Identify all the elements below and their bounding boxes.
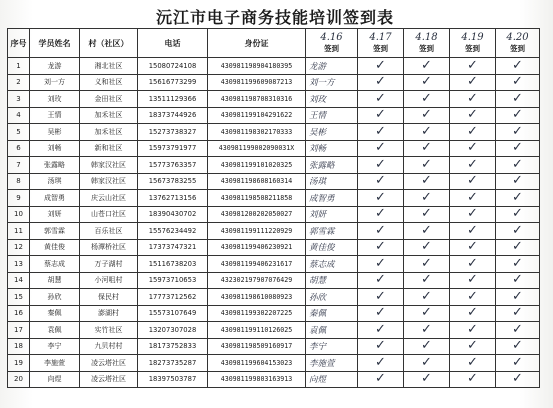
name-cell: 袁佩 bbox=[30, 322, 80, 339]
check-mark-icon: ✓ bbox=[358, 256, 404, 273]
village-cell: 保民村 bbox=[80, 289, 138, 306]
table-row bbox=[8, 272, 540, 289]
idcard-cell: 430981199609087213 bbox=[208, 74, 306, 91]
check-mark-icon: ✓ bbox=[358, 140, 404, 157]
check-mark-icon: ✓ bbox=[450, 239, 496, 256]
phone-cell: 18173752833 bbox=[138, 338, 208, 355]
check-mark-icon: ✓ bbox=[404, 190, 450, 207]
signature-cell: 向煜 bbox=[306, 371, 358, 388]
check-mark-icon: ✓ bbox=[358, 322, 404, 339]
check-mark-icon: ✓ bbox=[404, 74, 450, 91]
table-row bbox=[8, 58, 540, 75]
phone-cell: 13762713156 bbox=[138, 190, 208, 207]
name-cell: 黄佳俊 bbox=[30, 239, 80, 256]
index-cell: 17 bbox=[8, 322, 30, 339]
table-row bbox=[8, 239, 540, 256]
signature-cell: 李施萱 bbox=[306, 355, 358, 372]
signature-cell: 刘畅 bbox=[306, 140, 358, 157]
name-cell: 孙欣 bbox=[30, 289, 80, 306]
index-cell: 14 bbox=[8, 272, 30, 289]
name-cell: 刘畅 bbox=[30, 140, 80, 157]
name-cell: 胡慧 bbox=[30, 272, 80, 289]
idcard-cell: 430981199803163913 bbox=[208, 371, 306, 388]
table-row bbox=[8, 256, 540, 273]
header-sign-label-3: 签到 bbox=[419, 44, 434, 53]
check-mark-icon: ✓ bbox=[450, 355, 496, 372]
table-row bbox=[8, 74, 540, 91]
index-cell: 6 bbox=[8, 140, 30, 157]
index-cell: 9 bbox=[8, 190, 30, 207]
check-mark-icon: ✓ bbox=[496, 289, 540, 306]
check-mark-icon: ✓ bbox=[496, 322, 540, 339]
header-date-3: 4.18 bbox=[415, 32, 438, 43]
name-cell: 龙游 bbox=[30, 58, 80, 75]
phone-cell: 18373744926 bbox=[138, 107, 208, 124]
index-cell: 5 bbox=[8, 124, 30, 141]
phone-cell: 18273735287 bbox=[138, 355, 208, 372]
index-cell: 3 bbox=[8, 91, 30, 108]
check-mark-icon: ✓ bbox=[404, 322, 450, 339]
check-mark-icon: ✓ bbox=[496, 272, 540, 289]
village-cell: 凌云塔社区 bbox=[80, 371, 138, 388]
check-mark-icon: ✓ bbox=[358, 223, 404, 240]
phone-cell: 15080724108 bbox=[138, 58, 208, 75]
check-mark-icon: ✓ bbox=[450, 256, 496, 273]
village-cell: 九贝村村 bbox=[80, 338, 138, 355]
table-row bbox=[8, 338, 540, 355]
village-cell: 金田社区 bbox=[80, 91, 138, 108]
phone-cell: 15116738203 bbox=[138, 256, 208, 273]
header-sign-day-4 bbox=[450, 29, 496, 58]
check-mark-icon: ✓ bbox=[450, 173, 496, 190]
check-mark-icon: ✓ bbox=[450, 124, 496, 141]
name-cell: 刘一方 bbox=[30, 74, 80, 91]
header-sign-day-5 bbox=[496, 29, 540, 58]
check-mark-icon: ✓ bbox=[496, 173, 540, 190]
phone-cell: 13511129366 bbox=[138, 91, 208, 108]
table-row bbox=[8, 223, 540, 240]
phone-cell: 15273738327 bbox=[138, 124, 208, 141]
village-cell: 杨潭桥社区 bbox=[80, 239, 138, 256]
name-cell: 秦佩 bbox=[30, 305, 80, 322]
name-cell: 李施萱 bbox=[30, 355, 80, 372]
name-cell: 李宁 bbox=[30, 338, 80, 355]
phone-cell: 18397503787 bbox=[138, 371, 208, 388]
header-sign-label-5: 签到 bbox=[510, 44, 525, 53]
table-row bbox=[8, 124, 540, 141]
table-row bbox=[8, 371, 540, 388]
check-mark-icon: ✓ bbox=[450, 206, 496, 223]
header-date-2: 4.17 bbox=[369, 32, 392, 43]
sheet-title: 沅江市电子商务技能培训签到表 bbox=[155, 8, 394, 27]
attendance-table bbox=[7, 28, 540, 388]
idcard-cell: 430981199104291622 bbox=[208, 107, 306, 124]
check-mark-icon: ✓ bbox=[450, 58, 496, 75]
village-cell: 凌云塔社区 bbox=[80, 355, 138, 372]
header-idcard: 身份证 bbox=[208, 29, 306, 58]
check-mark-icon: ✓ bbox=[496, 91, 540, 108]
phone-cell: 15973710653 bbox=[138, 272, 208, 289]
idcard-cell: 430981198904180395 bbox=[208, 58, 306, 75]
check-mark-icon: ✓ bbox=[404, 91, 450, 108]
idcard-cell: 430981198608160314 bbox=[208, 173, 306, 190]
check-mark-icon: ✓ bbox=[496, 140, 540, 157]
check-mark-icon: ✓ bbox=[358, 91, 404, 108]
check-mark-icon: ✓ bbox=[404, 58, 450, 75]
signature-cell: 成智勇 bbox=[306, 190, 358, 207]
index-cell: 2 bbox=[8, 74, 30, 91]
check-mark-icon: ✓ bbox=[404, 173, 450, 190]
index-cell: 15 bbox=[8, 289, 30, 306]
idcard-cell: 430981198508211858 bbox=[208, 190, 306, 207]
name-cell: 吴彬 bbox=[30, 124, 80, 141]
village-cell: 加禾社区 bbox=[80, 124, 138, 141]
check-mark-icon: ✓ bbox=[358, 206, 404, 223]
signature-cell: 龙游 bbox=[306, 58, 358, 75]
check-mark-icon: ✓ bbox=[450, 190, 496, 207]
check-mark-icon: ✓ bbox=[450, 338, 496, 355]
check-mark-icon: ✓ bbox=[450, 305, 496, 322]
signature-cell: 王情 bbox=[306, 107, 358, 124]
header-sign-day-1 bbox=[306, 29, 358, 58]
check-mark-icon: ✓ bbox=[404, 157, 450, 174]
header-phone: 电话 bbox=[138, 29, 208, 58]
index-cell: 16 bbox=[8, 305, 30, 322]
name-cell: 刘玫 bbox=[30, 91, 80, 108]
signature-cell: 李宁 bbox=[306, 338, 358, 355]
check-mark-icon: ✓ bbox=[358, 190, 404, 207]
check-mark-icon: ✓ bbox=[358, 157, 404, 174]
signature-cell: 胡慧 bbox=[306, 272, 358, 289]
check-mark-icon: ✓ bbox=[496, 305, 540, 322]
phone-cell: 17773712562 bbox=[138, 289, 208, 306]
village-cell: 澎湖村 bbox=[80, 305, 138, 322]
phone-cell: 15616773299 bbox=[138, 74, 208, 91]
check-mark-icon: ✓ bbox=[404, 289, 450, 306]
check-mark-icon: ✓ bbox=[450, 322, 496, 339]
idcard-cell: 430981200202050027 bbox=[208, 206, 306, 223]
check-mark-icon: ✓ bbox=[404, 355, 450, 372]
village-cell: 山苍口社区 bbox=[80, 206, 138, 223]
check-mark-icon: ✓ bbox=[358, 289, 404, 306]
idcard-cell: 430981198509160917 bbox=[208, 338, 306, 355]
index-cell: 7 bbox=[8, 157, 30, 174]
header-sign-label-2: 签到 bbox=[373, 44, 388, 53]
name-cell: 成智勇 bbox=[30, 190, 80, 207]
check-mark-icon: ✓ bbox=[358, 305, 404, 322]
village-cell: 加禾社区 bbox=[80, 107, 138, 124]
village-cell: 韩家汉社区 bbox=[80, 157, 138, 174]
signature-cell: 郭雪霖 bbox=[306, 223, 358, 240]
check-mark-icon: ✓ bbox=[450, 91, 496, 108]
check-mark-icon: ✓ bbox=[404, 124, 450, 141]
idcard-cell: 430981199406230921 bbox=[208, 239, 306, 256]
check-mark-icon: ✓ bbox=[496, 124, 540, 141]
header-sign-day-3 bbox=[404, 29, 450, 58]
header-date-5: 4.20 bbox=[506, 32, 529, 43]
table-row bbox=[8, 355, 540, 372]
phone-cell: 13207307028 bbox=[138, 322, 208, 339]
index-cell: 12 bbox=[8, 239, 30, 256]
check-mark-icon: ✓ bbox=[358, 74, 404, 91]
table-row bbox=[8, 173, 540, 190]
index-cell: 13 bbox=[8, 256, 30, 273]
signature-cell: 蔡志成 bbox=[306, 256, 358, 273]
check-mark-icon: ✓ bbox=[496, 256, 540, 273]
attendance-rows bbox=[8, 58, 540, 388]
signature-cell: 袁佩 bbox=[306, 322, 358, 339]
village-cell: 实竹社区 bbox=[80, 322, 138, 339]
check-mark-icon: ✓ bbox=[358, 239, 404, 256]
check-mark-icon: ✓ bbox=[358, 107, 404, 124]
name-cell: 汤琪 bbox=[30, 173, 80, 190]
signature-cell: 孙欣 bbox=[306, 289, 358, 306]
check-mark-icon: ✓ bbox=[358, 338, 404, 355]
check-mark-icon: ✓ bbox=[450, 371, 496, 388]
check-mark-icon: ✓ bbox=[496, 190, 540, 207]
check-mark-icon: ✓ bbox=[496, 223, 540, 240]
idcard-cell: 430981199406231617 bbox=[208, 256, 306, 273]
phone-cell: 17373747321 bbox=[138, 239, 208, 256]
check-mark-icon: ✓ bbox=[358, 173, 404, 190]
check-mark-icon: ✓ bbox=[496, 355, 540, 372]
check-mark-icon: ✓ bbox=[404, 256, 450, 273]
phone-cell: 18390430702 bbox=[138, 206, 208, 223]
check-mark-icon: ✓ bbox=[404, 239, 450, 256]
table-row bbox=[8, 157, 540, 174]
table-row bbox=[8, 91, 540, 108]
idcard-cell: 430981199302207225 bbox=[208, 305, 306, 322]
phone-cell: 15573107649 bbox=[138, 305, 208, 322]
check-mark-icon: ✓ bbox=[496, 107, 540, 124]
table-row bbox=[8, 107, 540, 124]
idcard-cell: 430981199111220929 bbox=[208, 223, 306, 240]
phone-cell: 15973791977 bbox=[138, 140, 208, 157]
index-cell: 11 bbox=[8, 223, 30, 240]
header-sign-label-4: 签到 bbox=[465, 44, 480, 53]
check-mark-icon: ✓ bbox=[450, 157, 496, 174]
header-date-1: 4.16 bbox=[320, 32, 343, 43]
name-cell: 郭雪霖 bbox=[30, 223, 80, 240]
table-row bbox=[8, 140, 540, 157]
check-mark-icon: ✓ bbox=[358, 355, 404, 372]
idcard-cell: 430981199101020325 bbox=[208, 157, 306, 174]
check-mark-icon: ✓ bbox=[404, 272, 450, 289]
idcard-cell: 430981199110126025 bbox=[208, 322, 306, 339]
check-mark-icon: ✓ bbox=[404, 107, 450, 124]
index-cell: 20 bbox=[8, 371, 30, 388]
name-cell: 蔡志成 bbox=[30, 256, 80, 273]
index-cell: 1 bbox=[8, 58, 30, 75]
idcard-cell: 430981198610080923 bbox=[208, 289, 306, 306]
index-cell: 18 bbox=[8, 338, 30, 355]
check-mark-icon: ✓ bbox=[358, 58, 404, 75]
check-mark-icon: ✓ bbox=[450, 140, 496, 157]
name-cell: 刘妍 bbox=[30, 206, 80, 223]
phone-cell: 15773763357 bbox=[138, 157, 208, 174]
name-cell: 张露略 bbox=[30, 157, 80, 174]
name-cell: 王情 bbox=[30, 107, 80, 124]
check-mark-icon: ✓ bbox=[358, 272, 404, 289]
index-cell: 19 bbox=[8, 355, 30, 372]
check-mark-icon: ✓ bbox=[496, 239, 540, 256]
village-cell: 新和社区 bbox=[80, 140, 138, 157]
check-mark-icon: ✓ bbox=[358, 124, 404, 141]
check-mark-icon: ✓ bbox=[450, 289, 496, 306]
index-cell: 10 bbox=[8, 206, 30, 223]
table-row bbox=[8, 289, 540, 306]
check-mark-icon: ✓ bbox=[496, 338, 540, 355]
signature-cell: 黄佳俊 bbox=[306, 239, 358, 256]
header-index: 序号 bbox=[8, 29, 30, 58]
check-mark-icon: ✓ bbox=[404, 305, 450, 322]
name-cell: 向煜 bbox=[30, 371, 80, 388]
phone-cell: 15673783255 bbox=[138, 173, 208, 190]
village-cell: 小河咀村 bbox=[80, 272, 138, 289]
village-cell: 庆云山社区 bbox=[80, 190, 138, 207]
check-mark-icon: ✓ bbox=[358, 371, 404, 388]
index-cell: 8 bbox=[8, 173, 30, 190]
check-mark-icon: ✓ bbox=[496, 74, 540, 91]
table-row bbox=[8, 190, 540, 207]
signature-cell: 汤琪 bbox=[306, 173, 358, 190]
check-mark-icon: ✓ bbox=[404, 206, 450, 223]
header-name: 学员姓名 bbox=[30, 29, 80, 58]
check-mark-icon: ✓ bbox=[404, 140, 450, 157]
check-mark-icon: ✓ bbox=[496, 206, 540, 223]
idcard-cell: 432302197907076429 bbox=[208, 272, 306, 289]
check-mark-icon: ✓ bbox=[404, 223, 450, 240]
village-cell: 韩家汉社区 bbox=[80, 173, 138, 190]
idcard-cell: 430981199604153023 bbox=[208, 355, 306, 372]
header-village: 村（社区） bbox=[80, 29, 138, 58]
village-cell: 万子湖村 bbox=[80, 256, 138, 273]
idcard-cell: 430981198302170333 bbox=[208, 124, 306, 141]
village-cell: 百乐社区 bbox=[80, 223, 138, 240]
table-row bbox=[8, 305, 540, 322]
header-sign-label-1: 签到 bbox=[324, 44, 339, 53]
signature-cell: 张露略 bbox=[306, 157, 358, 174]
signature-cell: 吴彬 bbox=[306, 124, 358, 141]
phone-cell: 15576234492 bbox=[138, 223, 208, 240]
header-sign-day-2 bbox=[358, 29, 404, 58]
signature-cell: 刘一方 bbox=[306, 74, 358, 91]
village-cell: 湘北社区 bbox=[80, 58, 138, 75]
check-mark-icon: ✓ bbox=[450, 272, 496, 289]
index-cell: 4 bbox=[8, 107, 30, 124]
village-cell: 义和社区 bbox=[80, 74, 138, 91]
header-date-4: 4.19 bbox=[461, 32, 484, 43]
signature-cell: 刘妍 bbox=[306, 206, 358, 223]
idcard-cell: 430981198708310316 bbox=[208, 91, 306, 108]
idcard-cell: 430981199002090031X bbox=[208, 140, 306, 157]
signature-cell: 秦佩 bbox=[306, 305, 358, 322]
check-mark-icon: ✓ bbox=[450, 223, 496, 240]
table-row bbox=[8, 206, 540, 223]
header-row bbox=[8, 29, 540, 58]
check-mark-icon: ✓ bbox=[496, 157, 540, 174]
check-mark-icon: ✓ bbox=[496, 58, 540, 75]
table-row bbox=[8, 322, 540, 339]
signature-cell: 刘玫 bbox=[306, 91, 358, 108]
check-mark-icon: ✓ bbox=[496, 371, 540, 388]
check-mark-icon: ✓ bbox=[450, 107, 496, 124]
check-mark-icon: ✓ bbox=[404, 371, 450, 388]
check-mark-icon: ✓ bbox=[404, 338, 450, 355]
check-mark-icon: ✓ bbox=[450, 74, 496, 91]
